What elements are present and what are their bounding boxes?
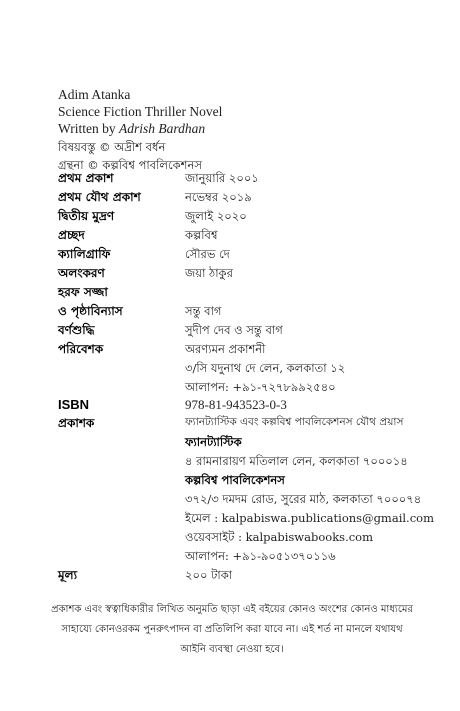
detail-value: ওয়েবসাইট : kalpabiswabooks.com <box>185 530 373 544</box>
detail-value: 978-81-943523-0-3 <box>185 397 287 412</box>
compilation-copyright: গ্রন্থনা © কল্পবিশ্ব পাবলিকেশনস <box>58 158 202 172</box>
detail-label: হরফ সজ্জা <box>58 285 108 299</box>
detail-value: আলাপন: +৯১-৭২৭৮৯৯২৫৪০ <box>185 380 336 394</box>
detail-label: বর্ণশুদ্ধি <box>58 323 95 337</box>
detail-label: ও পৃষ্ঠাবিন্যাস <box>58 304 123 318</box>
rights-notice-line: আইনি ব্যবস্থা নেওয়া হবে। <box>180 644 284 655</box>
detail-value: নভেম্বর ২০১৯ <box>185 190 252 204</box>
detail-value: ইমেল : kalpabiswa.publications@gmail.com <box>185 511 434 525</box>
detail-value: কল্পবিশ্ব <box>185 228 218 242</box>
detail-value: ৩৭২/৩ দমদম রোড, সুরের মাঠ, কলকাতা ৭০০০৭৪ <box>185 492 422 506</box>
content-copyright: বিষয়বস্তু © অদ্রীশ বর্ধন <box>58 140 166 154</box>
detail-value: ৪ রামনারায়ণ মতিলাল লেন, কলকাতা ৭০০০১৪ <box>185 454 408 468</box>
detail-value: ফ্যানট্যাস্টিক <box>185 435 242 449</box>
detail-label: প্রচ্ছদ <box>58 228 85 242</box>
book-title: Adim Atanka <box>58 87 131 102</box>
detail-value: অরণ্যমন প্রকাশনী <box>185 342 266 356</box>
detail-value: জুলাই ২০২০ <box>185 209 247 223</box>
author-name: Adrish Bardhan <box>118 121 206 136</box>
author-line <box>58 120 222 137</box>
book-genre: Science Fiction Thriller Novel <box>58 104 223 119</box>
rights-notice <box>40 600 424 660</box>
detail-label: প্রকাশক <box>58 416 95 430</box>
rights-notice-line: সাহায্যে কোনওরকম পুনরুৎপাদন বা প্রতিলিপি করা যাবে না। এই শর্ত না মানলে যথাযথ <box>61 624 403 635</box>
detail-value: ২০০ টাকা <box>185 568 233 582</box>
detail-value: সৌরভ দে <box>185 247 230 261</box>
detail-value: সুদীপ দেব ও সন্তু বাগ <box>185 323 283 337</box>
detail-value: জানুয়ারি ২০০১ <box>185 171 259 185</box>
detail-label: অলংকরণ <box>58 266 105 280</box>
detail-label: প্রথম যৌথ প্রকাশ <box>58 190 141 204</box>
written-by-prefix: Written by <box>58 121 116 136</box>
rights-notice-line: প্রকাশক এবং স্বত্বাধিকারীর লিখিত অনুমতি ছাড়া এই বইয়ের কোনও অংশের কোনও মাধ্যমের <box>51 604 413 615</box>
detail-label: ISBN <box>58 397 90 412</box>
detail-value: আলাপন: +৯১-৯০৫১৩৭০১১৬ <box>185 549 336 563</box>
detail-value: কল্পবিশ্ব পাবলিকেশনস <box>185 473 285 487</box>
detail-label: প্রথম প্রকাশ <box>58 171 114 185</box>
detail-value: ফ্যানট্যাস্টিক এবং কল্পবিশ্ব পাবলিকেশনস যৌথ প্রয়াস <box>185 416 404 428</box>
detail-value: ৩/সি যদুনাথ দে লেন, কলকাতা ১২ <box>185 361 346 375</box>
detail-value: জয়া ঠাকুর <box>185 266 233 280</box>
detail-value: সন্তু বাগ <box>185 304 222 318</box>
detail-label: দ্বিতীয় মুদ্রণ <box>58 209 115 223</box>
title-block <box>58 86 222 137</box>
detail-label: পরিবেশক <box>58 342 104 356</box>
detail-label: ক্যালিগ্রাফি <box>58 247 111 261</box>
detail-label: মূল্য <box>58 568 78 582</box>
